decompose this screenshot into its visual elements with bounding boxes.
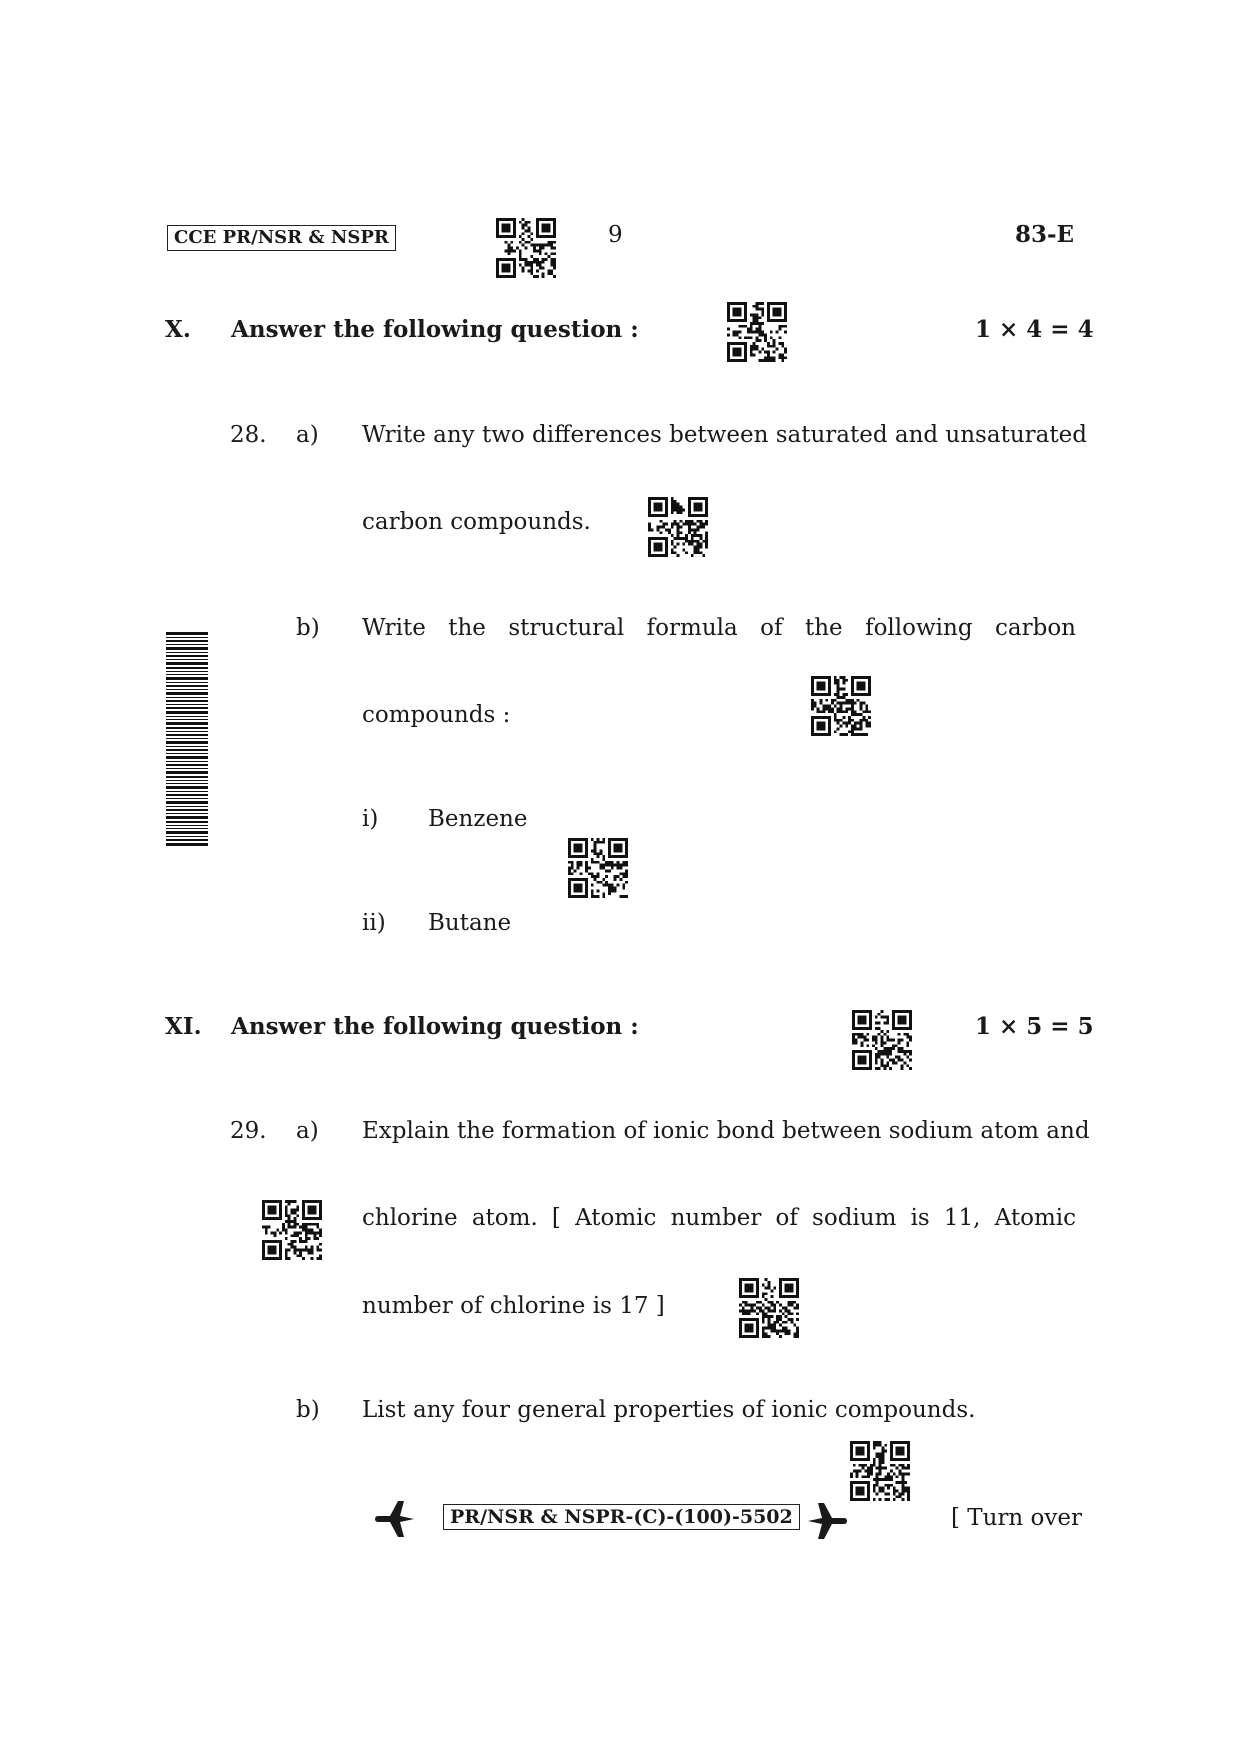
question-29a-line-1: Explain the formation of ionic bond between sodium atom and [362, 1118, 1090, 1144]
question-29-number: 29. [230, 1118, 267, 1144]
turn-over-label: [ Turn over [951, 1505, 1083, 1531]
question-29a-line-3: number of chlorine is 17 ] [362, 1293, 665, 1319]
question-28b-line-1: Write the structural formula of the following carbon [362, 615, 1076, 641]
question-28b-ii-text: Butane [428, 910, 512, 936]
paper-code: 83-E [1015, 221, 1075, 248]
section-xi-numeral: XI. [165, 1013, 202, 1040]
qr-code-icon [262, 1200, 322, 1260]
barcode-icon [166, 632, 208, 847]
airplane-icon [372, 1497, 416, 1541]
question-29b-line-1: List any four general properties of ionic compounds. [362, 1397, 976, 1423]
section-xi-marks: 1 × 5 = 5 [975, 1013, 1094, 1040]
qr-code-icon [811, 676, 871, 736]
qr-code-icon [568, 838, 628, 898]
section-xi-instruction: Answer the following question : [231, 1013, 639, 1040]
page-number: 9 [608, 222, 623, 248]
qr-code-icon [648, 497, 708, 557]
section-x-numeral: X. [165, 316, 191, 343]
question-29a-label: a) [296, 1118, 319, 1144]
question-28a-label: a) [296, 422, 319, 448]
footer-code-box: PR/NSR & NSPR-(C)-(100)-5502 [443, 1504, 800, 1530]
question-28a-line-2: carbon compounds. [362, 509, 591, 535]
question-28b-label: b) [296, 615, 320, 641]
question-28b-i-label: i) [362, 806, 379, 832]
question-28a-line-1: Write any two differences between saturated and unsaturated [362, 422, 1087, 448]
qr-code-icon [852, 1010, 912, 1070]
qr-code-icon [496, 218, 556, 278]
section-x-instruction: Answer the following question : [231, 316, 639, 343]
question-29b-label: b) [296, 1397, 320, 1423]
airplane-icon [806, 1499, 850, 1543]
question-28b-ii-label: ii) [362, 910, 386, 936]
qr-code-icon [739, 1278, 799, 1338]
section-x-marks: 1 × 4 = 4 [975, 316, 1094, 343]
qr-code-icon [850, 1441, 910, 1501]
question-28-number: 28. [230, 422, 267, 448]
question-28b-i-text: Benzene [428, 806, 528, 832]
qr-code-icon [727, 302, 787, 362]
header-code-box: CCE PR/NSR & NSPR [167, 225, 396, 251]
question-29a-line-2: chlorine atom. [ Atomic number of sodium is 11, Atomic [362, 1205, 1076, 1231]
question-28b-line-2: compounds : [362, 702, 511, 728]
